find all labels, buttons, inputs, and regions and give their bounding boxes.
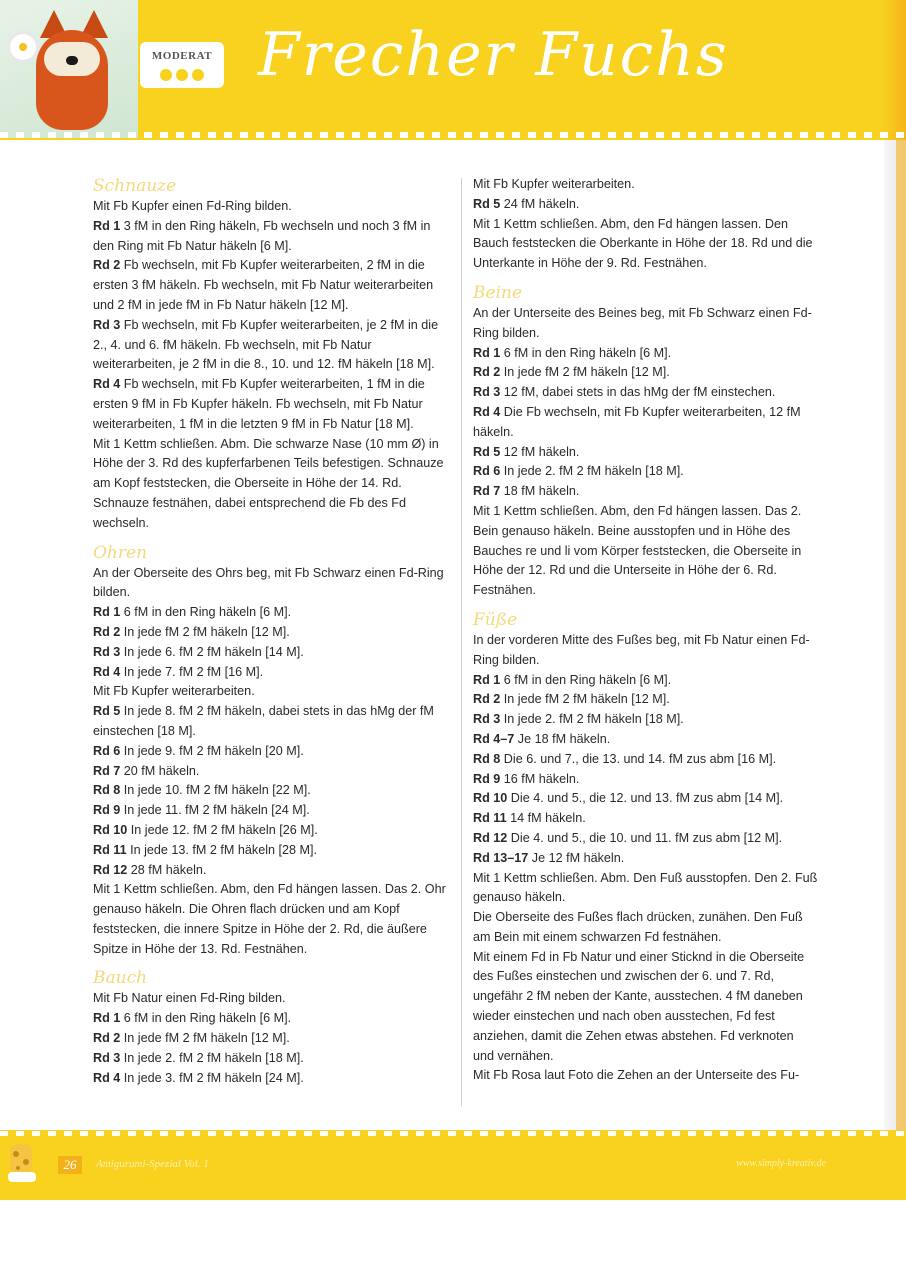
instruction-line bbox=[93, 841, 447, 861]
fox-photo bbox=[0, 0, 138, 138]
instruction-line bbox=[93, 1049, 447, 1069]
round-label: Rd 4–7 bbox=[473, 731, 515, 746]
instruction-line bbox=[473, 789, 818, 809]
section-heading-bauch: Bauch bbox=[93, 968, 148, 989]
section-fuesse bbox=[473, 631, 818, 1086]
section-heading-fuesse: Füße bbox=[473, 609, 518, 630]
instruction-line bbox=[93, 663, 447, 683]
instruction-line bbox=[473, 671, 818, 691]
round-label: Rd 2 bbox=[473, 692, 501, 707]
instruction-text: Mit Fb Kupfer weiterarbeiten. bbox=[93, 684, 255, 699]
round-label: Rd 11 bbox=[93, 842, 127, 857]
instruction-line bbox=[93, 989, 447, 1009]
footer-dash-border bbox=[0, 1131, 906, 1136]
instruction-text: Mit Fb Kupfer weiterarbeiten. bbox=[473, 177, 635, 191]
publication-name: Amigurumi-Spezial Vol. 1 bbox=[96, 1158, 209, 1170]
difficulty-dot bbox=[160, 69, 172, 81]
instruction-line bbox=[93, 1069, 447, 1089]
instruction-text: Die 4. und 5., die 12. und 13. fM zus abm [14 M]. bbox=[507, 791, 784, 806]
instruction-text: Mit Fb Natur einen Fd-Ring bilden. bbox=[93, 991, 286, 1006]
instruction-text: 3 fM in den Ring häkeln, Fb wechseln und noch 3 fM in den Ring mit Fb Natur häkeln [6 M]. bbox=[93, 218, 431, 253]
section-schnauze bbox=[93, 197, 447, 534]
instruction-line bbox=[93, 682, 447, 702]
round-label: Rd 1 bbox=[93, 1011, 121, 1026]
page-number: 26 bbox=[58, 1156, 82, 1174]
instruction-text: An der Oberseite des Ohrs beg, mit Fb Schwarz einen Fd-Ring bilden. bbox=[93, 565, 444, 600]
instruction-text: Mit einem Fd in Fb Natur und einer Sticknd in die Oberseite des Fußes einstechen und zwischen der 6. und 7. Rd, ungefähr 2 fM neben der Kante, ausstechen. 4 fM daneben wieder einstechen und nach oben ausstechen, Fd fest anziehen, damit die Zehen etwas abstehen. Fd verknoten und vernähen. bbox=[473, 949, 805, 1063]
instruction-text: In jede fM 2 fM häkeln [12 M]. bbox=[500, 692, 670, 707]
instruction-text: 6 fM in den Ring häkeln [6 M]. bbox=[120, 1011, 292, 1026]
instruction-text: 18 fM häkeln. bbox=[500, 484, 580, 499]
instruction-text: Mit 1 Kettm schließen. Abm. Die schwarze Nase (10 mm Ø) in Höhe der 3. Rd des kupferfarbenen Teils befestigen. Schnauze am Kopf feststecken, die Oberseite in Höhe der 14. Rd. Schnauze festnähen, dabei entsprechend die Fb des Fd wechseln. bbox=[93, 436, 444, 530]
instruction-text: In jede 10. fM 2 fM häkeln [22 M]. bbox=[120, 783, 311, 798]
round-label: Rd 1 bbox=[93, 218, 121, 233]
round-label: Rd 5 bbox=[473, 196, 501, 211]
instruction-line bbox=[473, 809, 818, 829]
instruction-text: Mit 1 Kettm schließen. Abm, den Fd hängen lassen. Das 2. Ohr genauso häkeln. Die Ohren flach drücken und am Kopf feststecken, die innere Spitze in Höhe der 2. Rd, die äußere Spitze in Höhe der 13. Rd. Festnähen. bbox=[93, 882, 446, 956]
round-label: Rd 1 bbox=[473, 672, 501, 687]
round-label: Rd 13–17 bbox=[473, 850, 529, 865]
round-label: Rd 1 bbox=[473, 345, 501, 360]
instruction-text: In jede 6. fM 2 fM häkeln [14 M]. bbox=[120, 644, 304, 659]
instruction-text: 14 fM häkeln. bbox=[506, 811, 586, 826]
instruction-text: In jede 12. fM 2 fM häkeln [26 M]. bbox=[127, 822, 318, 837]
instruction-text: In jede 9. fM 2 fM häkeln [20 M]. bbox=[120, 743, 304, 758]
instruction-line bbox=[473, 403, 818, 443]
round-label: Rd 2 bbox=[473, 365, 501, 380]
instruction-line bbox=[473, 363, 818, 383]
instruction-text: 12 fM häkeln. bbox=[500, 444, 580, 459]
instruction-text: 6 fM in den Ring häkeln [6 M]. bbox=[120, 605, 292, 620]
difficulty-dot bbox=[192, 69, 204, 81]
instruction-line bbox=[93, 781, 447, 801]
round-label: Rd 3 bbox=[93, 644, 121, 659]
round-label: Rd 7 bbox=[93, 763, 121, 778]
instruction-text: In jede 2. fM 2 fM häkeln [18 M]. bbox=[500, 464, 684, 479]
instruction-line bbox=[473, 215, 818, 274]
section-heading-schnauze: Schnauze bbox=[93, 176, 177, 196]
instruction-line bbox=[93, 1009, 447, 1029]
instruction-text: In jede 11. fM 2 fM häkeln [24 M]. bbox=[120, 803, 310, 818]
round-label: Rd 3 bbox=[473, 385, 501, 400]
instruction-text: In jede fM 2 fM häkeln [12 M]. bbox=[500, 365, 670, 380]
instruction-line bbox=[473, 462, 818, 482]
round-label: Rd 4 bbox=[93, 1070, 121, 1085]
fox-nose bbox=[66, 56, 78, 65]
instruction-line bbox=[473, 304, 818, 344]
instruction-text: 20 fM häkeln. bbox=[120, 763, 200, 778]
instruction-line bbox=[473, 482, 818, 502]
round-label: Rd 5 bbox=[473, 444, 501, 459]
flower-icon bbox=[10, 34, 36, 60]
round-label: Rd 3 bbox=[93, 1050, 121, 1065]
instruction-line bbox=[93, 564, 447, 604]
instruction-line bbox=[473, 443, 818, 463]
instruction-line bbox=[93, 435, 447, 534]
round-label: Rd 9 bbox=[93, 803, 121, 818]
header-dash-border bbox=[0, 132, 906, 138]
round-label: Rd 1 bbox=[93, 605, 121, 620]
instruction-text: Mit Fb Kupfer einen Fd-Ring bilden. bbox=[93, 199, 292, 213]
instruction-text: 12 fM, dabei stets in das hMg der fM einstechen. bbox=[500, 385, 776, 400]
instruction-line bbox=[473, 829, 818, 849]
instruction-text: In jede fM 2 fM häkeln [12 M]. bbox=[120, 624, 290, 639]
instruction-line bbox=[93, 742, 447, 762]
instruction-text: 24 fM häkeln. bbox=[500, 196, 580, 211]
instruction-text: Mit 1 Kettm schließen. Abm, den Fd hängen lassen. Das 2. Bein genauso häkeln. Beine ausstopfen und in Höhe des Bauches re und li vom Körper feststecken, die Oberseite in Höhe der 12. Rd und die Unterseite in Höhe der 6. Rd. Festnähen. bbox=[473, 503, 802, 598]
round-label: Rd 3 bbox=[93, 317, 121, 332]
page-title: Frecher Fuchs bbox=[258, 20, 729, 90]
instruction-text: In jede 2. fM 2 fM häkeln [18 M]. bbox=[500, 712, 684, 727]
instruction-text: In jede 2. fM 2 fM häkeln [18 M]. bbox=[120, 1050, 304, 1065]
instruction-line bbox=[473, 908, 818, 948]
round-label: Rd 4 bbox=[93, 664, 121, 679]
instruction-text: Mit 1 Kettm schließen. Abm, den Fd hängen lassen. Den Bauch feststecken die Oberkante in Höhe der 18. Rd und die Unterkante in Höhe der 9. Rd. Festnähen. bbox=[473, 216, 813, 271]
difficulty-label: MODERAT bbox=[151, 50, 213, 62]
instruction-text: Mit Fb Rosa laut Foto die Zehen an der Unterseite des Fu- bbox=[473, 1068, 800, 1083]
website-link[interactable]: www.simply-kreativ.de bbox=[736, 1158, 826, 1169]
instruction-line bbox=[93, 821, 447, 841]
instruction-line bbox=[93, 861, 447, 881]
instruction-text: In jede 8. fM 2 fM häkeln, dabei stets in das hMg der fM einstechen [18 M]. bbox=[93, 704, 434, 738]
instruction-line bbox=[473, 344, 818, 364]
instruction-text: An der Unterseite des Beines beg, mit Fb Schwarz einen Fd-Ring bilden. bbox=[473, 305, 812, 340]
column-left bbox=[93, 175, 447, 1088]
header-shade bbox=[882, 0, 906, 140]
instruction-line bbox=[93, 702, 447, 742]
round-label: Rd 8 bbox=[473, 751, 501, 766]
instruction-text: Je 12 fM häkeln. bbox=[528, 850, 625, 865]
round-label: Rd 7 bbox=[473, 484, 501, 499]
instruction-text: In jede 7. fM 2 fM [16 M]. bbox=[120, 664, 264, 679]
section-bauch-continued bbox=[473, 175, 818, 274]
round-label: Rd 11 bbox=[473, 811, 507, 826]
instruction-line bbox=[93, 643, 447, 663]
instruction-text: 16 fM häkeln. bbox=[500, 771, 580, 786]
instruction-line bbox=[93, 197, 447, 217]
section-ohren bbox=[93, 564, 447, 960]
instruction-line bbox=[473, 502, 818, 601]
round-label: Rd 2 bbox=[93, 258, 121, 273]
instruction-line bbox=[93, 623, 447, 643]
page-edge-tint bbox=[896, 140, 906, 1130]
instruction-line bbox=[473, 710, 818, 730]
instruction-text: In der vorderen Mitte des Fußes beg, mit Fb Natur einen Fd-Ring bilden. bbox=[473, 632, 810, 667]
round-label: Rd 3 bbox=[473, 712, 501, 727]
instruction-text: 6 fM in den Ring häkeln [6 M]. bbox=[500, 345, 672, 360]
instruction-line bbox=[93, 1029, 447, 1049]
difficulty-badge bbox=[140, 42, 224, 88]
column-divider bbox=[461, 178, 462, 1106]
instruction-text: Die Oberseite des Fußes flach drücken, zunähen. Den Fuß am Bein mit einem schwarzen Fd festnähen. bbox=[473, 910, 803, 944]
section-bauch bbox=[93, 989, 447, 1088]
round-label: Rd 4 bbox=[93, 377, 121, 392]
round-label: Rd 9 bbox=[473, 771, 501, 786]
instruction-line bbox=[93, 375, 447, 434]
instruction-line bbox=[473, 770, 818, 790]
round-label: Rd 6 bbox=[93, 743, 121, 758]
instruction-line bbox=[473, 730, 818, 750]
instruction-text: Fb wechseln, mit Fb Kupfer weiterarbeiten, 2 fM in die ersten 3 fM häkeln. Fb wechseln, mit Fb Natur weiterarbeiten und 2 fM in jede fM in Fb Natur häkeln [12 M]. bbox=[93, 258, 434, 312]
round-label: Rd 10 bbox=[93, 822, 128, 837]
column-right bbox=[473, 175, 818, 1086]
round-label: Rd 5 bbox=[93, 704, 121, 719]
instruction-line bbox=[93, 256, 447, 315]
instruction-text: In jede 13. fM 2 fM häkeln [28 M]. bbox=[126, 842, 318, 857]
instruction-line bbox=[473, 690, 818, 710]
round-label: Rd 4 bbox=[473, 404, 501, 419]
round-label: Rd 12 bbox=[473, 830, 508, 845]
round-label: Rd 10 bbox=[473, 791, 508, 806]
instruction-line bbox=[473, 195, 818, 215]
instruction-text: Fb wechseln, mit Fb Kupfer weiterarbeiten, 1 fM in die ersten 9 fM in Fb Kupfer häkeln. Fb wechseln, mit Fb Natur weiterarbeiten, 1 fM in die letzten 9 fM in Fb Natur [18 M]. bbox=[93, 377, 425, 431]
instruction-text: Mit 1 Kettm schließen. Abm. Den Fuß ausstopfen. Den 2. Fuß genauso häkeln. bbox=[473, 870, 818, 905]
instruction-line bbox=[93, 316, 447, 375]
round-label: Rd 12 bbox=[93, 862, 128, 877]
round-label: Rd 6 bbox=[473, 464, 501, 479]
instruction-line bbox=[93, 603, 447, 623]
round-label: Rd 8 bbox=[93, 783, 121, 798]
section-beine bbox=[473, 304, 818, 601]
instruction-text: Die 4. und 5., die 10. und 11. fM zus abm [12 M]. bbox=[507, 830, 783, 845]
instruction-text: In jede fM 2 fM häkeln [12 M]. bbox=[120, 1031, 290, 1046]
instruction-line bbox=[473, 869, 818, 909]
instruction-line bbox=[93, 217, 447, 257]
round-label: Rd 2 bbox=[93, 624, 121, 639]
instruction-text: Je 18 fM häkeln. bbox=[514, 731, 611, 746]
difficulty-dot bbox=[176, 69, 188, 81]
instruction-line bbox=[473, 631, 818, 671]
instruction-text: In jede 3. fM 2 fM häkeln [24 M]. bbox=[120, 1070, 304, 1085]
instruction-line bbox=[473, 849, 818, 869]
instruction-line bbox=[93, 762, 447, 782]
instruction-line bbox=[473, 383, 818, 403]
instruction-line bbox=[473, 1066, 818, 1086]
instruction-line bbox=[473, 750, 818, 770]
instruction-text: 6 fM in den Ring häkeln [6 M]. bbox=[500, 672, 672, 687]
instruction-text: Die Fb wechseln, mit Fb Kupfer weiterarbeiten, 12 fM häkeln. bbox=[473, 404, 801, 439]
instruction-line bbox=[473, 175, 818, 195]
instruction-text: Die 6. und 7., die 13. und 14. fM zus abm [16 M]. bbox=[500, 751, 777, 766]
instruction-line bbox=[93, 880, 447, 959]
section-heading-ohren: Ohren bbox=[93, 542, 148, 563]
round-label: Rd 2 bbox=[93, 1031, 121, 1046]
instruction-line bbox=[93, 801, 447, 821]
instruction-line bbox=[473, 948, 818, 1067]
section-heading-beine: Beine bbox=[473, 282, 522, 303]
instruction-text: Fb wechseln, mit Fb Kupfer weiterarbeiten, je 2 fM in die 2., 4. und 6. fM häkeln. Fb wechseln, mit Fb Natur weiterarbeiten, je 2 fM in die 8., 10. und 12. fM häkeln [18 M]. bbox=[93, 317, 439, 372]
instruction-text: 28 fM häkeln. bbox=[127, 862, 207, 877]
giraffe-icon bbox=[0, 1130, 52, 1190]
